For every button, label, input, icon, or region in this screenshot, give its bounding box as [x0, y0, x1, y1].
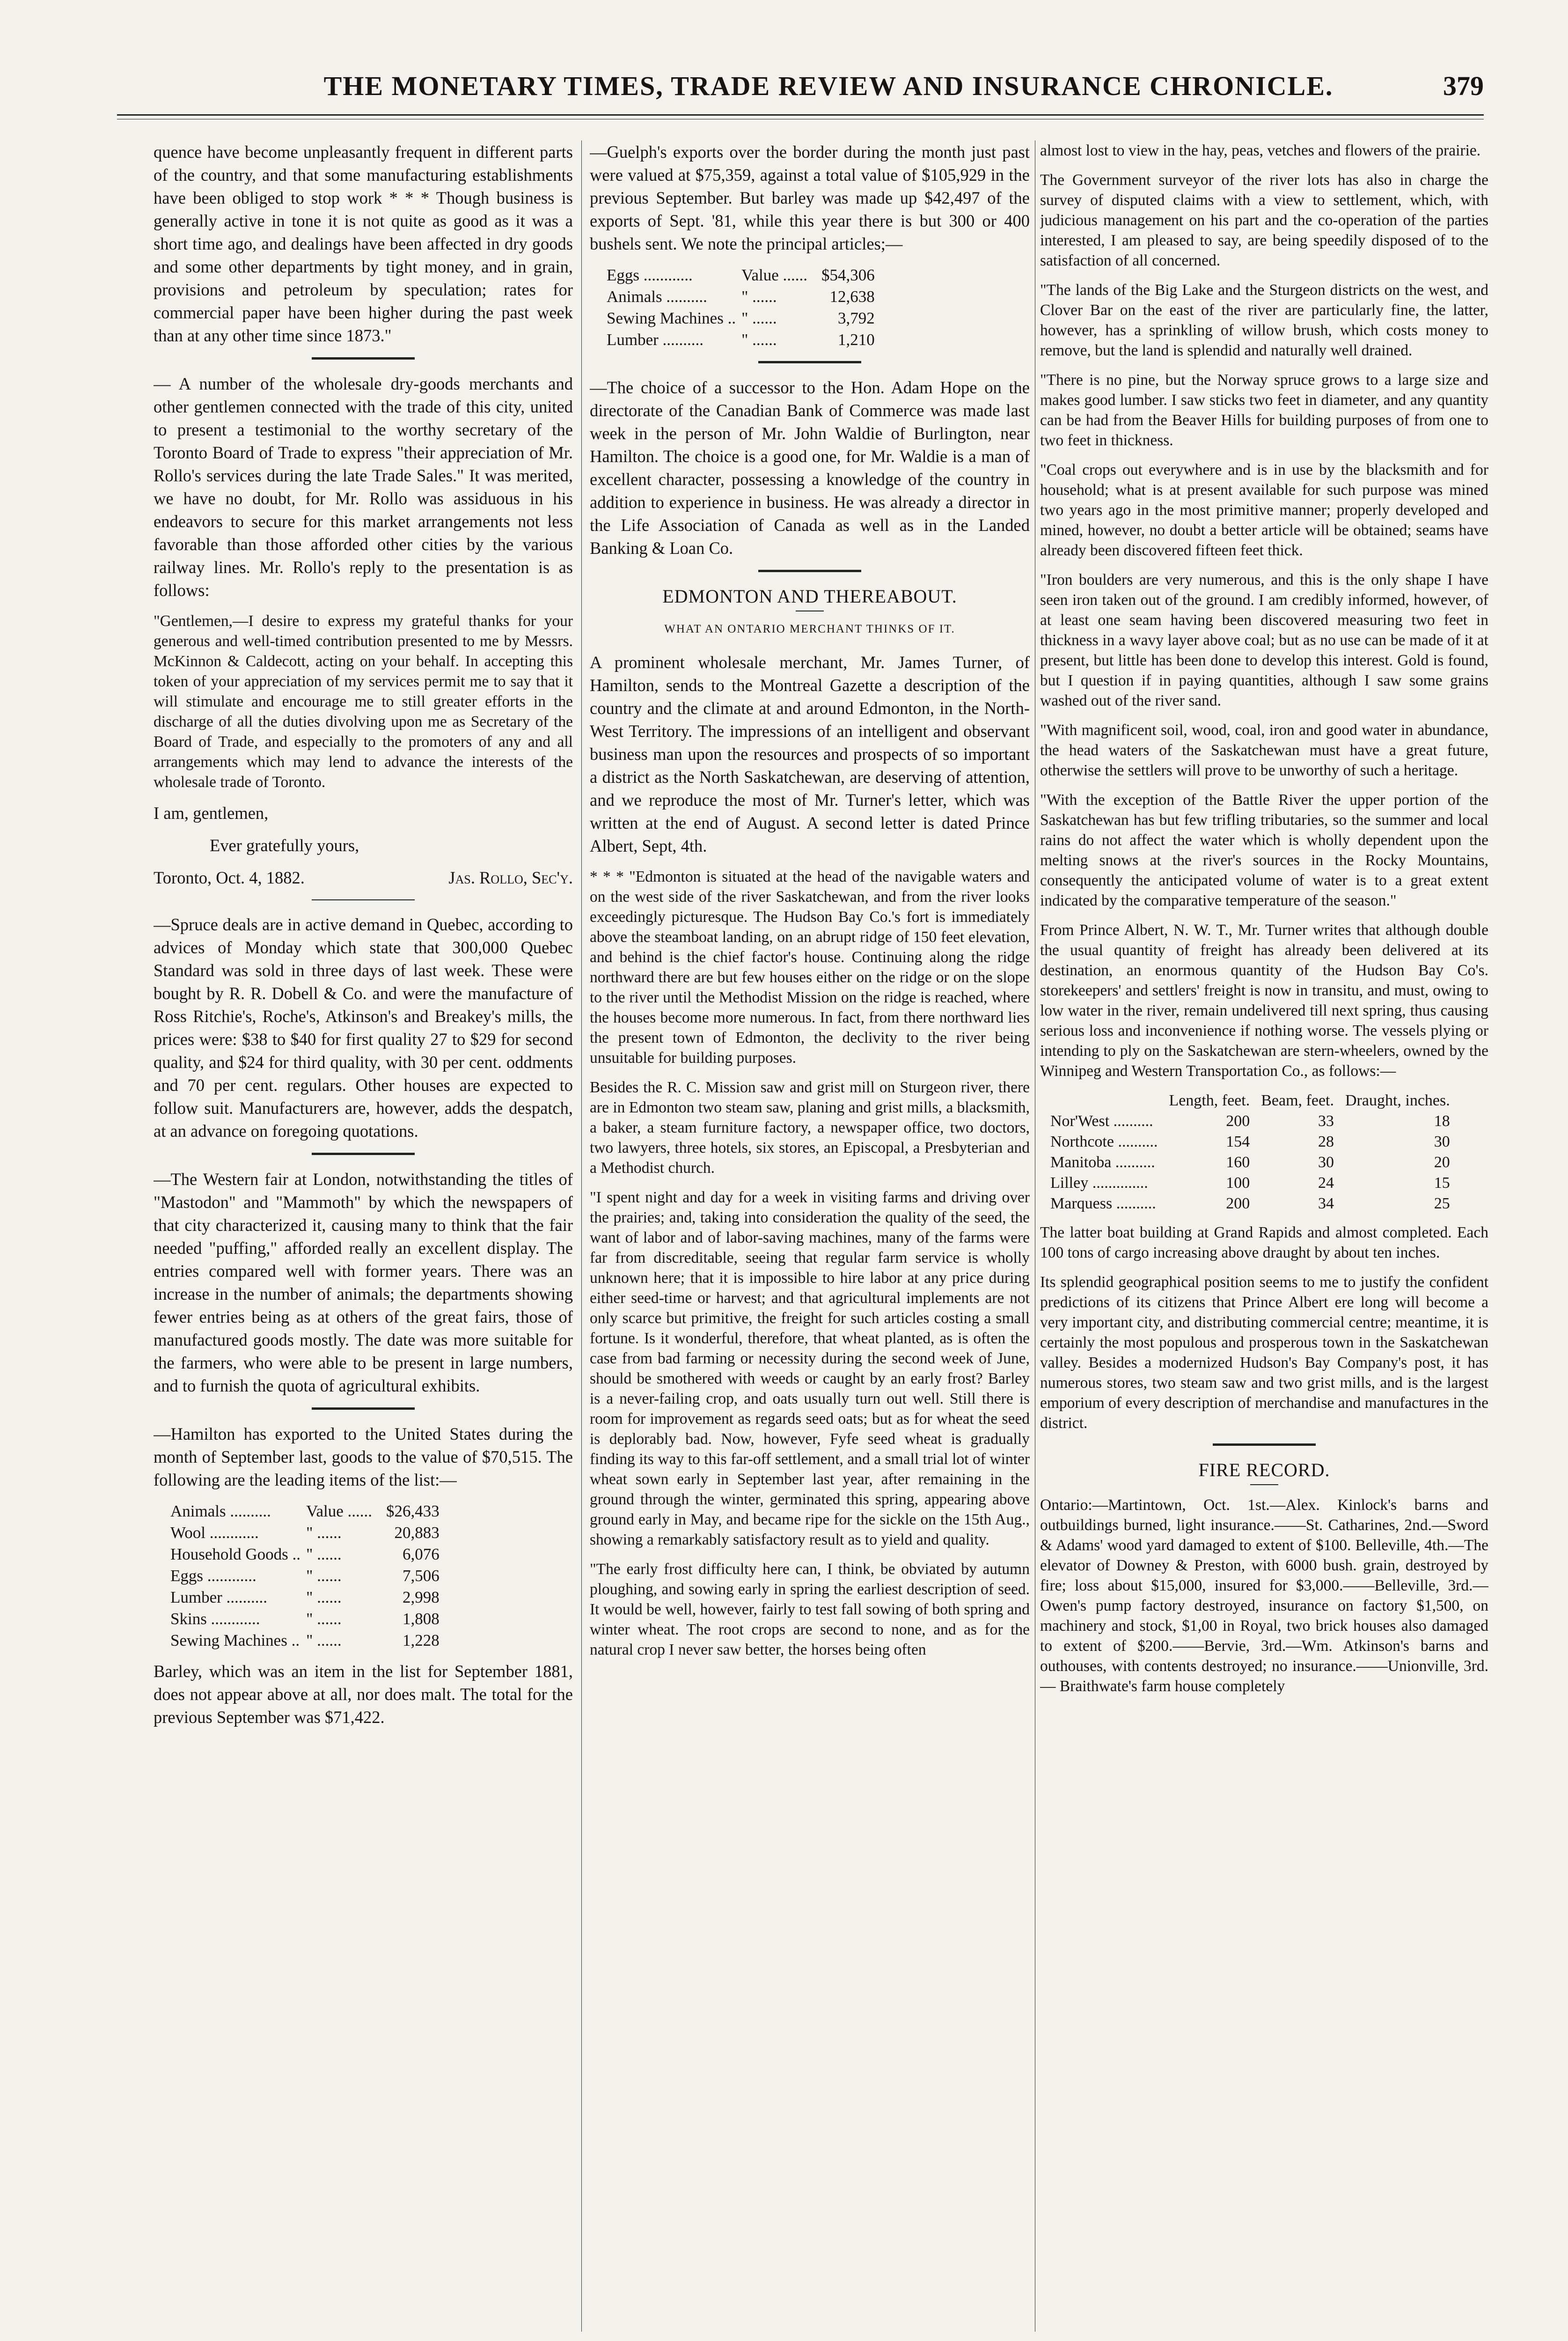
heading-rule [796, 611, 824, 613]
column-1 [154, 140, 573, 2332]
column-3 [1040, 140, 1488, 2332]
table-row: Sewing Machines .. " ...... 3,792 [607, 309, 875, 327]
vessels-table [1045, 1090, 1456, 1214]
article-paragraph: "There is no pine, but the Norway spruce grows to a large size and makes good lumber. I saw sticks two feet in diameter, and any quantity can be had from the Beaver Hills for building purposes of from one to two feet in thickness. [1040, 371, 1488, 449]
table-row: Animals .......... " ...... 12,638 [607, 287, 875, 306]
article-paragraph: The Government surveyor of the river lots has also in charge the survey of disputed claims with a view to settlement, which, with judicious management on his part and the co-operation of the parties interested, I am pleased to say, are being speedily disposed of to the satisfaction of all concerned. [1040, 171, 1488, 269]
article-paragraph: almost lost to view in the hay, peas, vetches and flowers of the prairie. [1040, 142, 1481, 159]
letter-place-date: Toronto, Oct. 4, 1882. [154, 868, 305, 887]
section-heading: EDMONTON AND THEREABOUT. [662, 586, 957, 607]
article-separator [1213, 1443, 1316, 1447]
article-paragraph: The latter boat building at Grand Rapids and almost completed. Each 100 tons of cargo increasing above draught by about ten inches. [1040, 1224, 1488, 1261]
heading-rule [1250, 1484, 1278, 1487]
article-paragraph: — A number of the wholesale dry-goods merchants and other gentlemen connected with the trade of this city, united to present a testimonial to the worthy secretary of the Toronto Board of Trade to express "their appreciation of Mr. Rollo's services during the late Trade Sales." It was merited, we have no doubt, for Mr. Rollo was assiduous in his endeavors to secure for this market arrangements not less favorable than those afforded other cities by the various railway lines. Mr. Rollo's reply to the presentation is as follows: [154, 374, 573, 600]
article-paragraph: —Spruce deals are in active demand in Quebec, according to advices of Monday which state that 300,000 Quebec Standard was sold in three days of last week. These were bought by R. R. Dobell & Co. and were the manufacture of Ross Ritchie's, Roche's, Atkinson's and Breakey's mills, the prices were: $38 to $40 for first quality 27 to $29 for second quality, and $24 for third quality, with 30 per cent. oddments and 70 per cent. regulars. Other houses are expected to follow suit. Manufacturers are, however, adds the despatch, at an advance on foregoing quotations. [154, 915, 573, 1141]
article-separator [312, 899, 415, 902]
page-header [117, 70, 1484, 122]
article-paragraph: "The early frost difficulty here can, I think, be obviated by autumn ploughing, and sowing early in spring the earliest description of seed. It would be well, however, fairly to test fall sowing of both spring and winter wheat. The root crops are second to none, and as for the natural crop I never saw better, the horses being often [590, 1561, 1030, 1658]
letter-signature [154, 866, 573, 889]
article-paragraph: Its splendid geographical position seems to me to justify the confident predictions of its citizens that Prince Albert ere long will become a very important city, and distributing commercial centre; meantime, it is certainly the most populous and prosperous town in the Saskatchewan valley. Besides a modernized Hudson's Bay Company's post, it has numerous stores, two steam saw and two grist mills, and is the largest emporium of every description of merchandise and manufactures in the district. [1040, 1274, 1488, 1432]
article-paragraph: A prominent wholesale merchant, Mr. James Turner, of Hamilton, sends to the Montreal Gazette a description of the country and the climate at and around Edmonton, in the North-West Territory. The impressions of an intelligent and observant business man upon the resources and prospects of so important a district as the North Saskatchewan, are deserving of attention, and we reproduce the most of Mr. Turner's letter, which was written at the end of August. A second letter is dated Prince Albert, Sept, 4th. [590, 653, 1030, 855]
exports-table-hamilton [168, 1501, 442, 1651]
letter-closing: I am, gentlemen, [154, 803, 269, 823]
article-paragraph: —Guelph's exports over the border during the month just past were valued at $75,359, against a total value of $105,929 in the previous September. But barley was made up $42,497 of the exports of Sept. '81, while this year there is but 300 or 400 bushels sent. We note the principal articles;— [590, 142, 1030, 253]
page-number: 379 [1443, 71, 1484, 101]
article-paragraph: "Iron boulders are very numerous, and this is the only shape I have seen iron taken out of the ground. I am credibly informed, however, of at least one seam having been discovered measuring two feet in thickness in a wavy layer above coal; but as no use can be made of it at present, but little has been done to develop this interest. Gold is found, but I question if in paying quantities, although I saw some grains washed out of the river sand. [1040, 571, 1488, 709]
article-paragraph: Ontario:—Martintown, Oct. 1st.—Alex. Kinlock's barns and outbuildings burned, light insurance.——St. Catharines, 2nd.—Sword & Adams' wood yard damaged to extent of $100. Belleville, 4th.—The elevator of Downey & Preston, with 6000 bush. grain, destroyed by fire; loss about $15,000, insured for $3,000.——Belleville, 3rd.—Owen's pump factory destroyed, insurance on factory $1,500, on machinery and stock, $1,00 in Royal, two brick houses also damaged to extent of $200.——Bervie, 3rd.—Wm. Atkinson's barns and outhouses, with contents destroyed; no insurance.——Unionville, 3rd. — Braithwate's farm house completely [1040, 1496, 1488, 1695]
table-row: Wool ............ " ...... 20,883 [170, 1524, 440, 1542]
column-rule-1 [581, 140, 582, 2332]
article-paragraph: Barley, which was an item in the list for September 1881, does not appear above at all, nor does malt. The total for the previous September was $71,422. [154, 1662, 573, 1727]
article-paragraph: —The Western fair at London, notwithstanding the titles of "Mastodon" and "Mammoth" by which the newspapers of that city characterized it, causing many to think that the fair needed "puffing," afforded really an excellent display. The entries compared well with former years. There was an increase in the number of animals; the departments showing fewer entries being as at others of the great fairs, those of manufactured goods mostly. The date was more suitable for the farmers, who were able to be present in large numbers, and to furnish the quota of agricultural exhibits. [154, 1170, 573, 1395]
article-paragraph: —The choice of a successor to the Hon. Adam Hope on the directorate of the Canadian Bank of Commerce was made last week in the person of Mr. John Waldie of Burlington, near Hamilton. The choice is a good one, for Mr. Waldie is a man of excellent character, possessing a knowledge of the country in addition to experience in business. He was already a director in the Life Association of Canada as well as in the Landed Banking & Loan Co. [590, 378, 1030, 558]
masthead-title: THE MONETARY TIMES, TRADE REVIEW AND INSURANCE CHRONICLE. [323, 71, 1334, 101]
article-paragraph: Besides the R. C. Mission saw and grist mill on Sturgeon river, there are in Edmonton two steam saw, planing and grist mills, a blacksmith, a baker, a steam furniture factory, a newspaper office, two doctors, two lawyers, three hotels, six stores, an Episcopal, a Presbyterian and a Methodist church. [590, 1079, 1030, 1177]
table-row: Manitoba .......... 160 30 20 [1050, 1154, 1450, 1171]
article-paragraph: From Prince Albert, N. W. T., Mr. Turner writes that although double the usual quantity of freight has already been delivered at its destination, an enormous quantity of the Hudson Bay Co's. storekeepers' and settlers' freight is now in transitu, and must, owing to low water in the river, remain undelivered till next spring, thus causing serious loss and inconvenience if nothing worse. The vessels plying or intending to ply on the Saskatchewan are stern-wheelers, owned by the Winnipeg and Western Transportation Co., as follows:— [1040, 921, 1488, 1080]
header-rule [117, 114, 1484, 116]
section-heading: FIRE RECORD. [1198, 1459, 1330, 1480]
table-header-row: Length, feet. Beam, feet. Draught, inches. [1169, 1092, 1450, 1109]
table-row: Eggs ............ " ...... 7,506 [170, 1567, 440, 1585]
table-row: Sewing Machines .. " ...... 1,228 [170, 1631, 440, 1649]
table-row: Eggs ............ Value ...... $54,306 [607, 266, 875, 284]
table-row: Lilley .............. 100 24 15 [1050, 1174, 1450, 1192]
article-separator [312, 1153, 415, 1156]
article-separator [758, 361, 861, 365]
article-separator [758, 570, 861, 574]
article-paragraph: quence have become unpleasantly frequent in different parts of the country, and that some manufacturing establishments have been obliged to stop work * * * Though business is generally active in tone it is not quite as good as it was a short time ago, and dealings have been affected in dry goods and some other departments by tight money, and in grain, provisions and petroleum by speculation; rates for commercial paper have been higher during the past week than at any other time since 1873." [154, 142, 573, 345]
table-row: Household Goods .. " ...... 6,076 [170, 1545, 440, 1563]
exports-table-guelph [604, 265, 878, 351]
table-row: Lumber .......... " ...... 2,998 [170, 1588, 440, 1606]
article-paragraph: "With magnificent soil, wood, coal, iron and good water in abundance, the head waters of the Saskatchewan must have a great future, otherwise the settlers will prove to be unworthy of such a heritage. [1040, 721, 1488, 779]
article-paragraph: "The lands of the Big Lake and the Sturgeon districts on the west, and Clover Bar on the east of the river are particularly fine, the latter, however, has a sprinkling of willow brush, which costs money to remove, but the land is splendid and naturally well drained. [1040, 281, 1488, 359]
article-paragraph: "I spent night and day for a week in visiting farms and driving over the prairies; and, taking into consideration the quality of the seed, the want of labor and of labor-saving machines, many of the farms were far from discreditable, seeing that regular farm service is wholly unknown here; that it is impossible to hire labor at any price during either seed-time or harvest; and that agricultural implements are not only scarce but primitive, the freight for such articles costing a small fortune. Is it wonderful, therefore, that wheat planted, as is often the case from bad farming or necessity during the second week of June, should be smothered with weeds or caught by an early frost? Barley is a never-failing crop, and oats usually turn out well. Still there is room for improvement as regards seed oats; but as for wheat the seed is deplorably bad. Now, however, Fyfe seed wheat is gradually finding its way to this far-off settlement, and a small trial lot of winter wheat sown early in September last year, after remaining in the ground through the winter, germinated this spring, appearing above ground early in May, and became ripe for the sickle on the 15th Aug., showing a remarkably satisfactory result as to yield and quality. [590, 1189, 1030, 1548]
column-2 [590, 140, 1030, 2332]
letter-text: "Gentlemen,—I desire to express my grateful thanks for your generous and well-timed contribution presented to me by Messrs. McKinnon & Caldecott, acting on your behalf. In accepting this token of your appreciation of my services permit me to say that it will stimulate and encourage me to still greater efforts in the discharge of all the duties divolving upon me as Secretary of the Board of Trade, and especially to the promoters of any and all arrangements which may lend to advance the interests of the wholesale trade of Toronto. [154, 612, 573, 791]
table-row: Skins ............ " ...... 1,808 [170, 1610, 440, 1628]
table-row: Animals .......... Value ...... $26,433 [170, 1502, 440, 1520]
table-row: Northcote .......... 154 28 30 [1050, 1133, 1450, 1150]
table-row: Lumber .......... " ...... 1,210 [607, 331, 875, 349]
letter-closing: Ever gratefully yours, [210, 836, 359, 855]
table-row: Marquess .......... 200 34 25 [1050, 1195, 1450, 1212]
section-subheading: WHAT AN ONTARIO MERCHANT THINKS OF IT. [664, 623, 955, 635]
table-row: Nor'West .......... 200 33 18 [1050, 1112, 1450, 1130]
article-separator [312, 357, 415, 361]
letter-signer: Jas. Rollo, Sec'y. [448, 868, 573, 887]
article-paragraph: —Hamilton has exported to the United States during the month of September last, goods to the value of $70,515. The following are the leading items of the list:— [154, 1424, 573, 1489]
article-paragraph: * * * "Edmonton is situated at the head of the navigable waters and on the west side of the river Saskatchewan, and from the river looks exceedingly picturesque. The Hudson Bay Co.'s fort is immediately above the steamboat landing, on an abrupt ridge of 150 feet elevation, and behind is the chief factor's house. Continuing along the ridge northward there are but few houses either on the ridge or on the slope to the river until the Methodist Mission on the ridge is reached, where the houses become more numerous. In fact, from there northward lies the present town of Edmonton, the declivity to the river being unsuitable for building purposes. [590, 868, 1030, 1067]
article-paragraph: "With the exception of the Battle River the upper portion of the Saskatchewan has but few trifling tributaries, so the summer and local rains do not affect the water which is wholly dependent upon the melting snows at the river's sources in the Rocky Mountains, consequently the anticipated volume of water is to a great extent indicated by the comparative temperature of the season." [1040, 791, 1488, 909]
article-paragraph: "Coal crops out everywhere and is in use by the blacksmith and for household; what is at present available for such purpose was mined two years ago in the most primitive manner; properly developed and mined, however, no doubt a better article will be obtained; seams have already been discovered fifteen feet thick. [1040, 461, 1488, 559]
article-separator [312, 1407, 415, 1411]
